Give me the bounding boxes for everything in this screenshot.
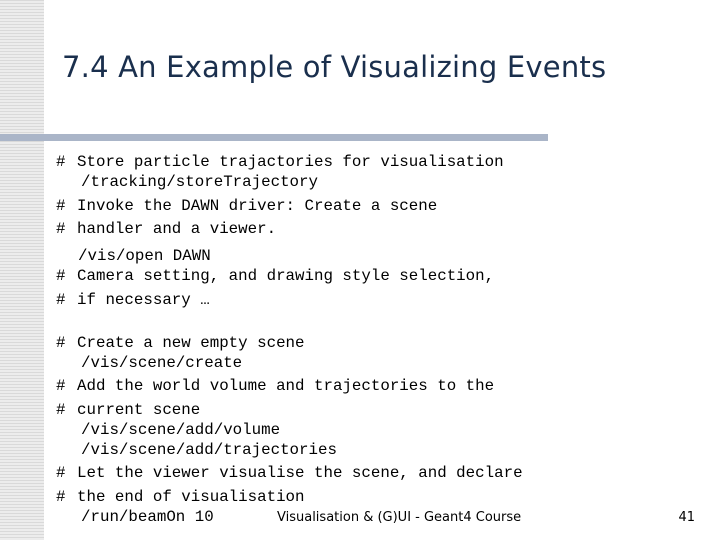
command-text: /tracking/storeTrajectory [81,173,318,191]
bullet-mark: # [56,153,66,171]
line-text: Let the viewer visualise the scene, and declare [77,464,523,482]
line-text: Store particle trajactories for visualisation [77,153,504,171]
bullet-mark: # [56,401,66,419]
line-text: current scene [77,401,201,419]
line-text: Add the world volume and trajectories to the [77,377,495,395]
line-text: if necessary … [77,291,210,309]
command-text: /vis/scene/create [81,354,243,372]
command-text: /vis/scene/add/volume [81,421,281,439]
page-number: 41 [678,510,695,525]
line-text: Create a new empty scene [77,334,305,352]
slide-title: 7.4 An Example of Visualizing Events [62,50,607,84]
bullet-mark: # [56,220,66,238]
bullet-mark: # [56,334,66,352]
line-text: Camera setting, and drawing style selection, [77,267,495,285]
bullet-mark: # [56,197,66,215]
bullet-mark: # [56,488,66,506]
line-text: the end of visualisation [77,488,305,506]
command-text: /vis/scene/add/trajectories [81,441,337,459]
command-text: /run/beamOn 10 [81,508,214,526]
bullet-mark: # [56,377,66,395]
line-text: Invoke the DAWN driver: Create a scene [77,197,438,215]
bullet-mark: # [56,464,66,482]
line-text: handler and a viewer. [77,220,277,238]
footer-course-title: Visualisation & (G)UI - Geant4 Course [277,510,522,525]
bullet-mark: # [56,291,66,309]
command-text: /vis/open DAWN [78,247,211,265]
bullet-mark: # [56,267,66,285]
